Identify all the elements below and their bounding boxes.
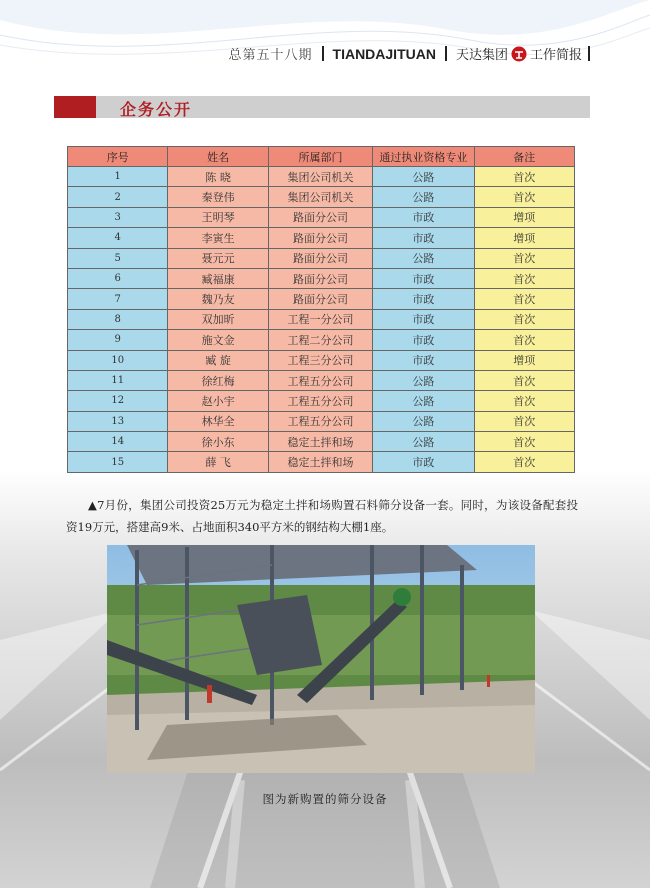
qualification-table	[67, 146, 575, 473]
remark-cell: 首次	[474, 289, 574, 309]
row-number-cell: 6	[68, 268, 168, 288]
department-cell: 路面分公司	[268, 289, 372, 309]
table-row	[68, 228, 575, 248]
table-row	[68, 391, 575, 411]
remark-cell: 首次	[474, 411, 574, 431]
remark-cell: 首次	[474, 370, 574, 390]
row-number-cell: 10	[68, 350, 168, 370]
column-header: 备注	[474, 147, 574, 167]
person-name-cell: 臧 旋	[168, 350, 268, 370]
table-row	[68, 167, 575, 187]
table-row	[68, 432, 575, 452]
person-name-cell: 秦登伟	[168, 187, 268, 207]
person-name-cell: 施文金	[168, 330, 268, 350]
qualification-specialty-cell: 公路	[373, 187, 474, 207]
table-row	[68, 452, 575, 472]
qualification-specialty-cell: 市政	[373, 289, 474, 309]
section-accent-block	[54, 96, 96, 118]
row-number-cell: 11	[68, 370, 168, 390]
department-cell: 工程五分公司	[268, 370, 372, 390]
table-row	[68, 248, 575, 268]
row-number-cell: 9	[68, 330, 168, 350]
department-cell: 稳定土拌和场	[268, 432, 372, 452]
body-paragraph: ▲7月份，集团公司投资25万元为稳定土拌和场购置石料筛分设备一套。同时，为该设备配套投资19万元，搭建高9米、占地面积340平方米的钢结构大棚1座。	[66, 498, 578, 534]
remark-cell: 首次	[474, 330, 574, 350]
department-cell: 路面分公司	[268, 207, 372, 227]
qualification-specialty-cell: 公路	[373, 411, 474, 431]
header-divider	[588, 46, 590, 61]
remark-cell: 首次	[474, 309, 574, 329]
qualification-specialty-cell: 公路	[373, 432, 474, 452]
table-row	[68, 370, 575, 390]
brand-name: TIANDAJITUAN	[332, 45, 436, 62]
person-name-cell: 聂元元	[168, 248, 268, 268]
remark-cell: 增项	[474, 350, 574, 370]
person-name-cell: 徐红梅	[168, 370, 268, 390]
issue-number: 总第五十八期	[228, 48, 313, 63]
group-name: 天达集团	[455, 48, 508, 63]
qualification-specialty-cell: 市政	[373, 452, 474, 472]
qualification-specialty-cell: 市政	[373, 228, 474, 248]
row-number-cell: 1	[68, 167, 168, 187]
column-header: 序号	[68, 147, 168, 167]
page-header	[229, 44, 591, 63]
department-cell: 工程三分公司	[268, 350, 372, 370]
remark-cell: 首次	[474, 167, 574, 187]
department-cell: 工程五分公司	[268, 391, 372, 411]
remark-cell: 首次	[474, 248, 574, 268]
header-divider	[322, 46, 324, 61]
person-name-cell: 李寅生	[168, 228, 268, 248]
section-title: 企务公开	[120, 100, 193, 119]
remark-cell: 增项	[474, 228, 574, 248]
remark-cell: 首次	[474, 391, 574, 411]
person-name-cell: 臧福康	[168, 268, 268, 288]
department-cell: 路面分公司	[268, 228, 372, 248]
table-row	[68, 411, 575, 431]
row-number-cell: 5	[68, 248, 168, 268]
table-row	[68, 330, 575, 350]
header-divider	[445, 46, 447, 61]
row-number-cell: 15	[68, 452, 168, 472]
row-number-cell: 13	[68, 411, 168, 431]
table-row	[68, 309, 575, 329]
department-cell: 工程五分公司	[268, 411, 372, 431]
qualification-specialty-cell: 市政	[373, 207, 474, 227]
department-cell: 工程一分公司	[268, 309, 372, 329]
person-name-cell: 薛 飞	[168, 452, 268, 472]
person-name-cell: 双加昕	[168, 309, 268, 329]
qualification-specialty-cell: 市政	[373, 350, 474, 370]
table-row	[68, 350, 575, 370]
row-number-cell: 8	[68, 309, 168, 329]
column-header: 姓名	[168, 147, 268, 167]
remark-cell: 首次	[474, 432, 574, 452]
table-header-row	[68, 147, 575, 167]
person-name-cell: 赵小宇	[168, 391, 268, 411]
publication-name: 工作简报	[529, 48, 582, 63]
row-number-cell: 3	[68, 207, 168, 227]
person-name-cell: 王明琴	[168, 207, 268, 227]
department-cell: 路面分公司	[268, 248, 372, 268]
table-row	[68, 289, 575, 309]
row-number-cell: 2	[68, 187, 168, 207]
row-number-cell: 4	[68, 228, 168, 248]
remark-cell: 首次	[474, 187, 574, 207]
remark-cell: 首次	[474, 452, 574, 472]
qualification-specialty-cell: 公路	[373, 370, 474, 390]
table-row	[68, 187, 575, 207]
person-name-cell: 陈 晓	[168, 167, 268, 187]
section-title-bar	[54, 96, 590, 118]
department-cell: 稳定土拌和场	[268, 452, 372, 472]
row-number-cell: 7	[68, 289, 168, 309]
remark-cell: 首次	[474, 268, 574, 288]
qualification-specialty-cell: 市政	[373, 268, 474, 288]
department-cell: 集团公司机关	[268, 167, 372, 187]
photo-caption: 图为新购置的筛分设备	[262, 792, 388, 806]
qualification-specialty-cell: 公路	[373, 391, 474, 411]
person-name-cell: 徐小东	[168, 432, 268, 452]
row-number-cell: 12	[68, 391, 168, 411]
column-header: 所属部门	[268, 147, 372, 167]
row-number-cell: 14	[68, 432, 168, 452]
person-name-cell: 魏乃友	[168, 289, 268, 309]
company-logo-icon	[511, 46, 527, 62]
screening-equipment-photo	[107, 545, 535, 773]
table-row	[68, 268, 575, 288]
remark-cell: 增项	[474, 207, 574, 227]
qualification-specialty-cell: 公路	[373, 248, 474, 268]
table-row	[68, 207, 575, 227]
qualification-specialty-cell: 市政	[373, 330, 474, 350]
person-name-cell: 林华全	[168, 411, 268, 431]
qualification-specialty-cell: 公路	[373, 167, 474, 187]
department-cell: 工程二分公司	[268, 330, 372, 350]
qualification-specialty-cell: 市政	[373, 309, 474, 329]
column-header: 通过执业资格专业	[373, 147, 474, 167]
department-cell: 集团公司机关	[268, 187, 372, 207]
department-cell: 路面分公司	[268, 268, 372, 288]
